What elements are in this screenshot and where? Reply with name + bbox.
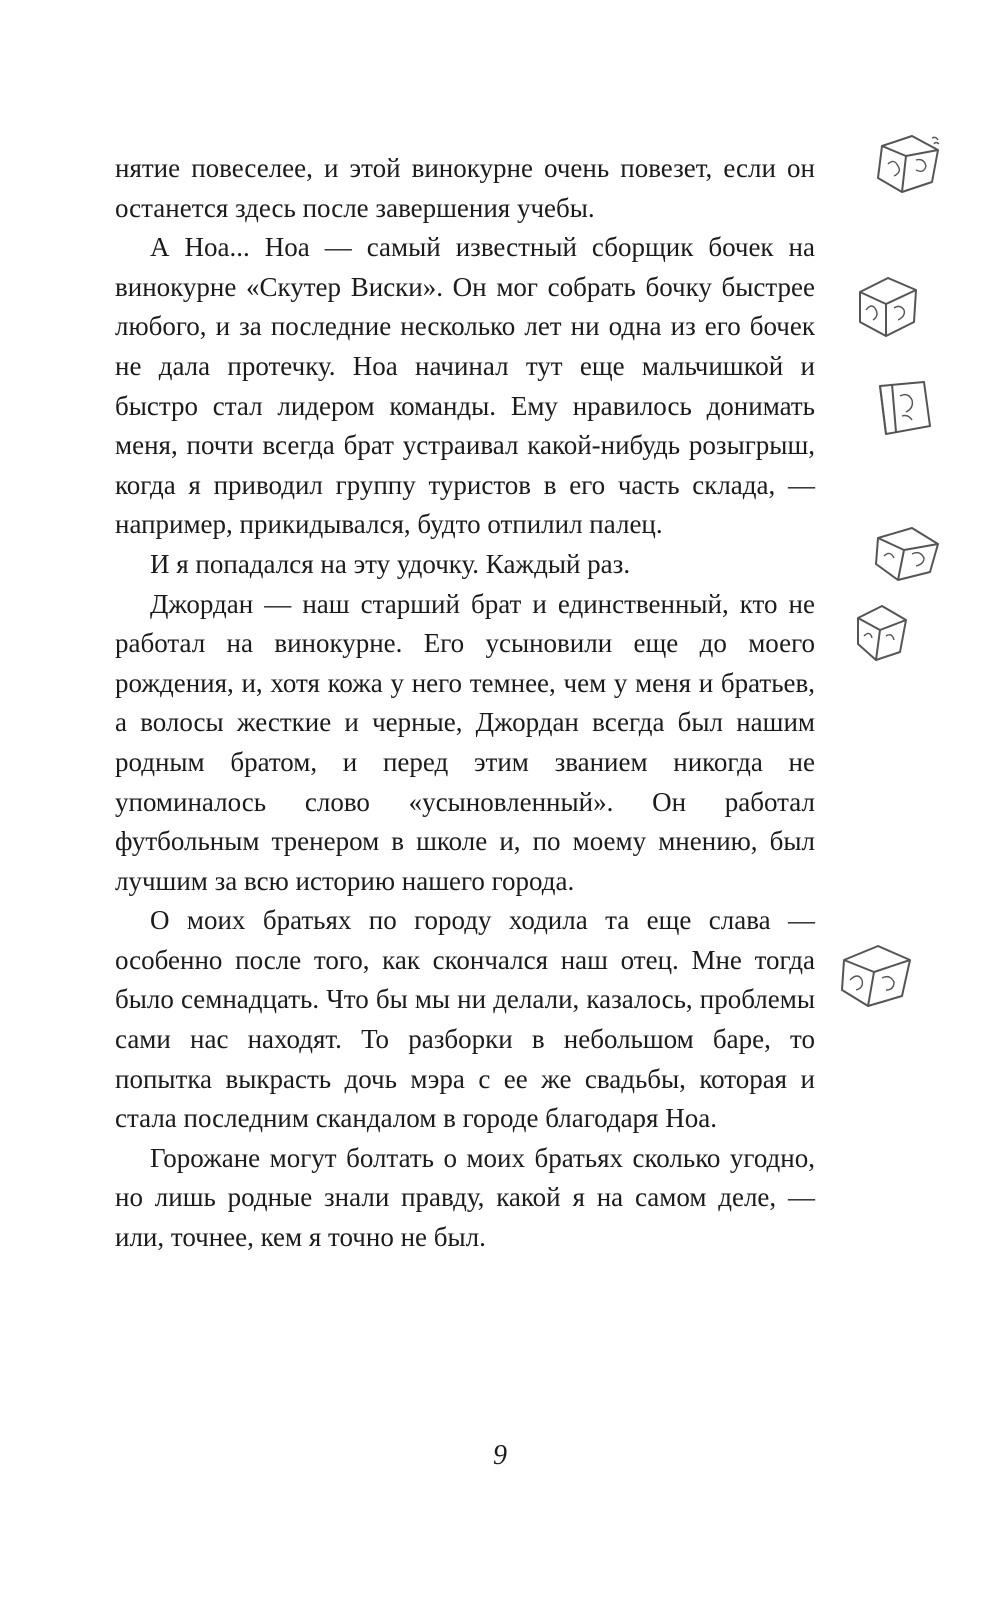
paragraph-4: Джордан — наш старший брат и единственный, кто не работал на винокурне. Его усыновили еще до моего рождения, и, хотя кожа у него темнее, чем у меня и братьев, а волосы жесткие и черные, Джордан всегда был нашим родным братом, и перед этим званием никогда не упоминалось слово «усыновленный». Он работал футбольным тренером в школе и, по моему мнению, был лучшим за всю историю нашего города. [115,588,815,896]
paragraph-2: А Ноа... Ноа — самый известный сборщик бочек на винокурне «Скутер Виски». Он мог собрать бочку быстрее любого, и за последние несколько лет ни одна из его бочек не дала протечку. Ноа начинал тут еще мальчишкой и быстро стал лидером команды. Ему нравилось донимать меня, почти всегда брат устраивал какой-нибудь розыгрыш, когда я приводил группу туристов в его часть склада, — например, прикидывался, будто отпилил палец. [115,232,815,540]
paragraph-1: нятие повеселее, и этой винокурне очень повезет, если он останется здесь после завершения учебы. [115,153,815,223]
ice-cube-icon [872,130,944,198]
ice-cube-icon [872,376,936,442]
paragraph-5: О моих братьях по городу ходила та еще слава — особенно после того, как скончался наш отец. Мне тогда было семнадцать. Что бы мы ни делали, казалось, проблемы сами нас находят. То разборки в небольшом баре, то попытка выкрасть дочь мэра с ее же свадьбы, которая и стала последним скандалом в городе благодаря Ноа. [115,905,815,1134]
ice-cube-icon [852,272,924,342]
page-number: 9 [493,1440,507,1471]
paragraph-3: И я попадался на эту удочку. Каждый раз. [150,548,631,579]
ice-cube-icon [852,600,912,664]
body-text [115,149,815,1258]
ice-cube-icon [836,940,916,1012]
ice-cube-icon [872,522,944,586]
paragraph-6: Горожане могут болтать о моих братьях сколько угодно, но лишь родные знали правду, какой я на самом деле, — или, точнее, кем я точно не был. [115,1142,815,1253]
